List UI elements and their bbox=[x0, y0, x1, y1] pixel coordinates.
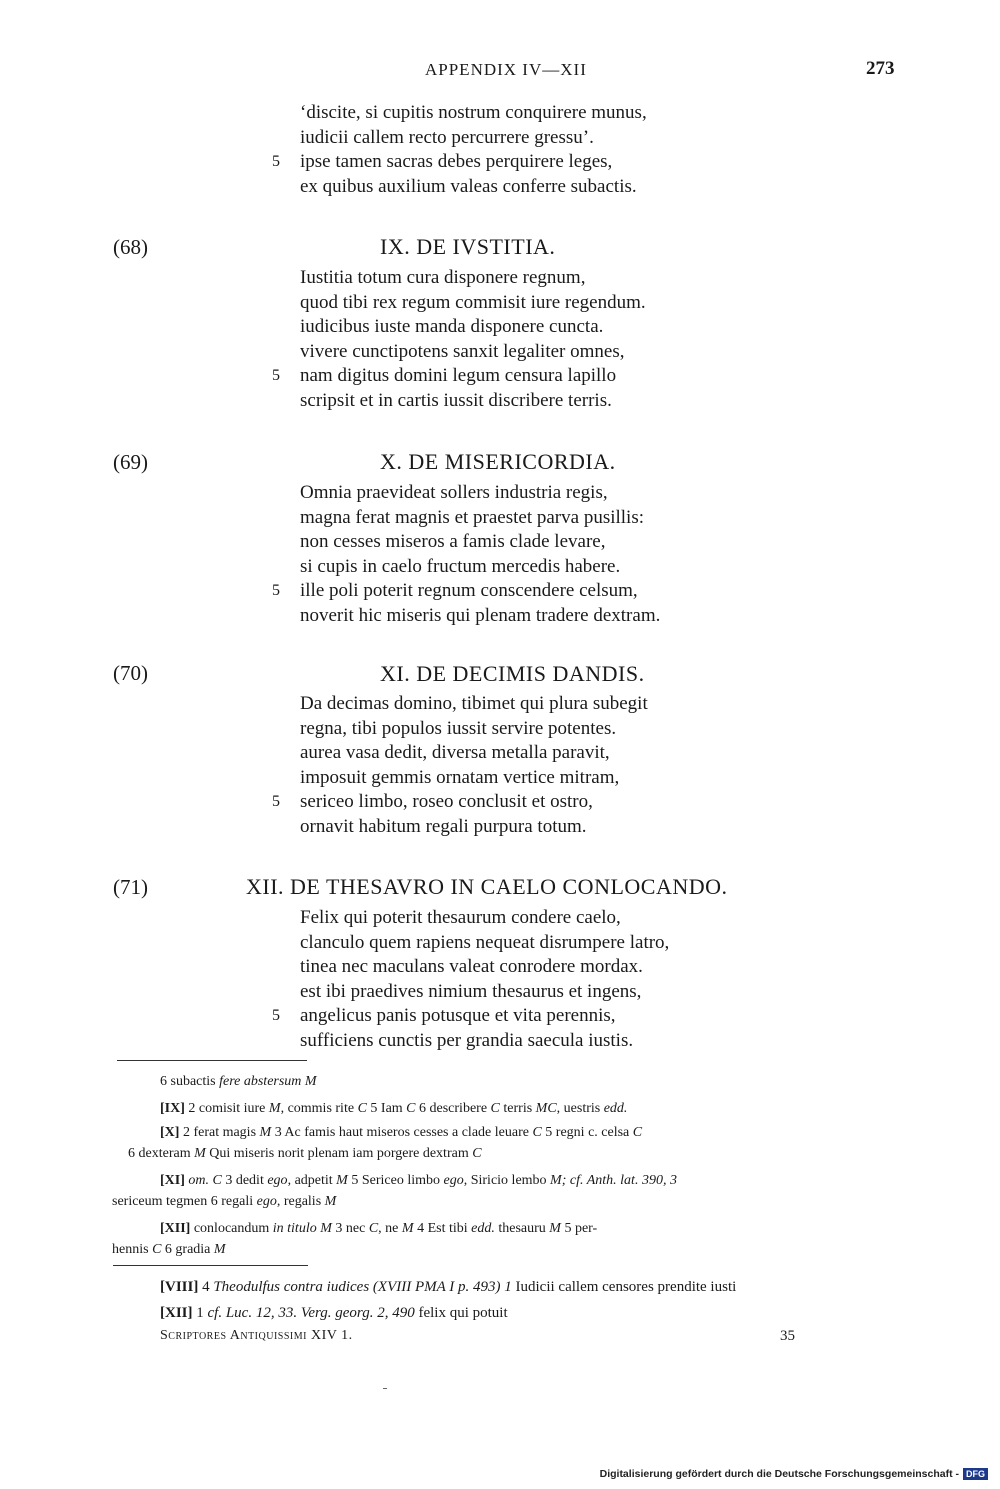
verse-block bbox=[272, 481, 661, 628]
apparatus-note: [XI] om. C 3 dedit ego, adpetit M 5 Sericeo limbo ego, Siricio lembo M; cf. Anth. lat. 390, 3 bbox=[160, 1173, 677, 1188]
source-note: [VIII] 4 Theodulfus contra iudices (XVIII PMA I p. 493) 1 Iudicii callem censores prendite iusti bbox=[160, 1279, 737, 1295]
critical-apparatus bbox=[112, 1071, 898, 1260]
line-number: 5 bbox=[272, 367, 280, 384]
line-number: 5 bbox=[272, 582, 280, 599]
apparatus-note: [IX] 2 comisit iure M, commis rite C 5 Iam C 6 describere C terris MC, uestris edd. bbox=[160, 1101, 628, 1116]
verse-line: Da decimas domino, tibimet qui plura subegit bbox=[300, 693, 648, 714]
verse-line: Omnia praevideat sollers industria regis, bbox=[300, 482, 608, 503]
verse-line: 5 ille poli poterit regnum conscendere celsum, bbox=[300, 579, 660, 604]
verse-line: vivere cunctipotens sanxit legaliter omnes, bbox=[300, 340, 625, 362]
verse-block bbox=[272, 692, 648, 839]
verse-line: sufficiens cunctis per grandia saecula iustis. bbox=[300, 1029, 634, 1051]
section-title: XI. DE DECIMIS DANDIS. bbox=[380, 661, 645, 686]
verse-line: aurea vasa dedit, diversa metalla paravit, bbox=[300, 742, 610, 763]
section-title: XII. DE THESAVRO IN CAELO CONLOCANDO. bbox=[246, 874, 728, 899]
verse-line: iudicii callem recto percurrere gressu’. bbox=[300, 126, 594, 148]
page-number: 273 bbox=[866, 58, 895, 79]
verse-line: 5 ipse tamen sacras debes perquirere leges, bbox=[300, 150, 647, 175]
section-title: X. DE MISERICORDIA. bbox=[380, 449, 616, 474]
verse-line: scripsit et in cartis iussit discribere terris. bbox=[300, 389, 612, 411]
verse-line: Iustitia totum cura disponere regnum, bbox=[300, 267, 586, 288]
verse-line: noverit hic miseris qui plenam tradere dextram. bbox=[300, 604, 661, 626]
verse-line: 5 nam digitus domini legum censura lapillo bbox=[300, 364, 646, 389]
running-head bbox=[0, 60, 1000, 88]
apparatus-note: 6 subactis fere abstersum M bbox=[160, 1074, 317, 1089]
verse-line: iudicibus iuste manda disponere cuncta. bbox=[300, 316, 604, 337]
apparatus-note: sericeum tegmen 6 regali ego, regalis M bbox=[112, 1194, 337, 1209]
line-number: 5 bbox=[272, 1007, 280, 1024]
sources-apparatus bbox=[112, 1274, 898, 1326]
funding-credit-text: Digitalisierung gefördert durch die Deutsche Forschungsgemeinschaft - bbox=[599, 1468, 959, 1480]
verse-block bbox=[272, 266, 646, 413]
verse-line: ‘discite, si cupitis nostrum conquirere munus, bbox=[300, 102, 647, 123]
divider bbox=[113, 1265, 308, 1266]
verse-line: si cupis in caelo fructum mercedis habere. bbox=[300, 555, 621, 577]
verse-line: clanculo quem rapiens nequeat disrumpere latro, bbox=[300, 931, 670, 953]
print-mark bbox=[383, 1388, 387, 1389]
section-number: (70) bbox=[113, 661, 148, 685]
signature-number: 35 bbox=[780, 1328, 795, 1344]
verse-line: non cesses miseros a famis clade levare, bbox=[300, 531, 606, 552]
verse-line: magna ferat magnis et praestet parva pusillis: bbox=[300, 506, 644, 528]
verse-line: regna, tibi populos iussit servire potentes. bbox=[300, 717, 617, 739]
verse-block bbox=[272, 906, 670, 1053]
divider bbox=[117, 1060, 307, 1061]
apparatus-note: 6 dexteram M Qui miseris norit plenam iam porgere dextram C bbox=[128, 1146, 482, 1161]
signature-line: Scriptores Antiquissimi XIV 1. bbox=[160, 1328, 353, 1343]
verse-line: ornavit habitum regali purpura totum. bbox=[300, 815, 587, 837]
line-number: 5 bbox=[272, 153, 280, 170]
verse-line: imposuit gemmis ornatam vertice mitram, bbox=[300, 766, 620, 788]
verse-line: tinea nec maculans valeat conrodere mordax. bbox=[300, 956, 643, 977]
dfg-logo: DFG bbox=[963, 1468, 988, 1480]
verse-line: ex quibus auxilium valeas conferre subactis. bbox=[300, 175, 637, 197]
apparatus-note: [X] 2 ferat magis M 3 Ac famis haut miseros cesses a clade leuare C 5 regni c. celsa C bbox=[160, 1125, 643, 1140]
apparatus-note: [XII] conlocandum in titulo M 3 nec C, ne M 4 Est tibi edd. thesauru M 5 per- bbox=[160, 1221, 598, 1236]
verse-line: Felix qui poterit thesaurum condere caelo, bbox=[300, 907, 621, 928]
verse-line: est ibi praedives nimium thesaurus et ingens, bbox=[300, 980, 642, 1002]
verse-line: 5 sericeo limbo, roseo conclusit et ostro, bbox=[300, 790, 648, 815]
section-number: (69) bbox=[113, 450, 148, 474]
section-number: (71) bbox=[113, 875, 148, 899]
verse-line: quod tibi rex regum commisit iure regendum. bbox=[300, 291, 646, 313]
verse-line: 5 angelicus panis potusque et vita perennis, bbox=[300, 1004, 669, 1029]
source-note: [XII] 1 cf. Luc. 12, 33. Verg. georg. 2, 490 felix qui potuit bbox=[160, 1305, 508, 1321]
line-number: 5 bbox=[272, 793, 280, 810]
section-number: (68) bbox=[113, 235, 148, 259]
section-title: IX. DE IVSTITIA. bbox=[380, 234, 556, 259]
apparatus-note: hennis C 6 gradia M bbox=[112, 1242, 226, 1257]
running-title: APPENDIX IV—XII bbox=[425, 60, 587, 79]
funding-credit bbox=[600, 1468, 988, 1480]
verse-block-continuation bbox=[272, 101, 647, 199]
